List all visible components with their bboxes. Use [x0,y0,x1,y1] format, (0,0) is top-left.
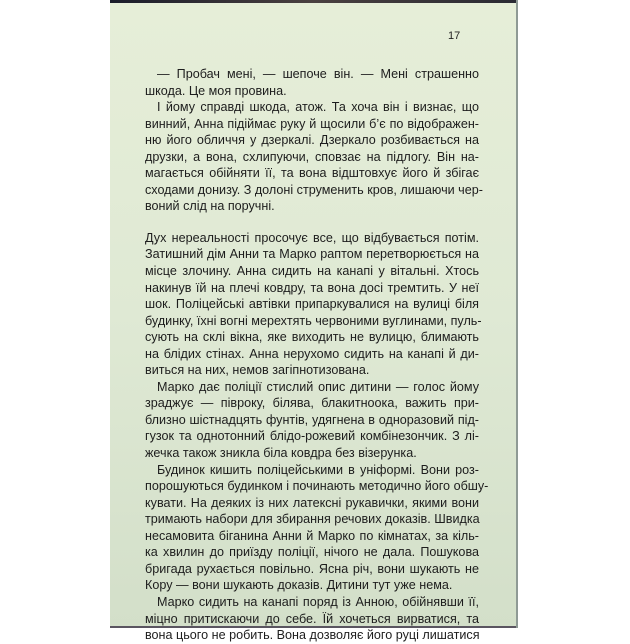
text-line: магається обійняти її, та вона відштовхує його й збігає [145,166,479,181]
text-line: виться на них, немов загіпнотизована. [145,363,370,378]
text-line: Кору — вони шукають доказів. Дитини тут уже нема. [145,578,453,593]
text-line: міцно притискаючи до себе. Їй хочеться вирватися, та [145,611,479,626]
text-line: тримають набори для збирання речових доказів. Швидка [145,512,480,527]
text-line: друзки, а вона, схлипуючи, сповзає на підлогу. Він на- [145,149,479,164]
text-line: Будинок кишить поліцейськими в уніформі. Вони роз- [157,462,479,477]
page-bottom-edge [110,626,516,628]
text-line: вона цього не робить. Вона дозволяє його руці лишатися [145,628,480,643]
text-line: зраджує — півроку, білява, блакитноока, важить при- [145,396,479,411]
text-line: Марко дає поліції стислий опис дитини — голос йому [157,379,479,394]
text-line: несамовита біганина Анни й Марко по кімнатах, за кіль- [145,528,479,543]
text-line: гузок та однотонний блідо-рожевий комбінезончик. З лі- [145,429,479,444]
text-line: порошуються будинком і починають методично його обшу- [145,479,489,494]
text-line: сходами донизу. З долоні струменить кров, лишаючи чер- [145,182,483,197]
text-line: близно шістнадцять фунтів, удягнена в одноразовий під- [145,412,479,427]
text-line: шкода. Це моя провина. [145,83,287,98]
section-break [145,215,479,230]
book-page [110,0,518,643]
page-top-edge [110,0,516,3]
text-line: винний, Анна підіймає руку й щосили б’є по відображен- [145,116,479,131]
text-line: кувати. На деяких із них латексні рукавички, якими вони [145,495,479,510]
text-line: Затишний дім Анни та Марко раптом перетворюється на [145,247,479,262]
text-line: ню його обличчя у дзеркалі. Дзеркало розбивається на [145,133,479,148]
text-line: жечка також зникла біла ковдра без візерунка. [145,446,417,461]
text-line: шок. Поліцейські автівки припаркувалися на вулиці біля [145,297,479,312]
text-line: І йому справді шкода, атож. Та хоча він і визнає, що [157,100,479,115]
text-line: сують на склі вікна, яке виходить не вулицю, блимають [145,330,479,345]
text-line: накинув їй на плечі ковдру, та вона досі тремтить. У неї [145,280,479,295]
text-line: Марко сидить на канапі поряд із Анною, обійнявши її, [157,594,479,609]
text-line: — Пробач мені, — шепоче він. — Мені страшенно [157,67,479,81]
page-body-text [145,66,489,644]
text-line: ка хвилин до приїзду поліції, нічого не дала. Пошукова [145,545,479,560]
text-line: воний слід на поручні. [145,199,275,214]
text-line: бригада рухається повільно. Ясна річ, вони шукають не [145,561,479,576]
text-line: на блідих стінах. Анна нерухомо сидить на канапі й ди- [145,346,479,361]
text-line: місце злочину. Анна сидить на канапі у вітальні. Хтось [145,264,479,279]
page-number: 17 [448,30,461,42]
text-line: будинку, їхні вогні мерехтять червоними вуглинами, пуль- [145,313,482,328]
text-line: Дух нереальності просочує все, що відбувається потім. [145,230,479,245]
